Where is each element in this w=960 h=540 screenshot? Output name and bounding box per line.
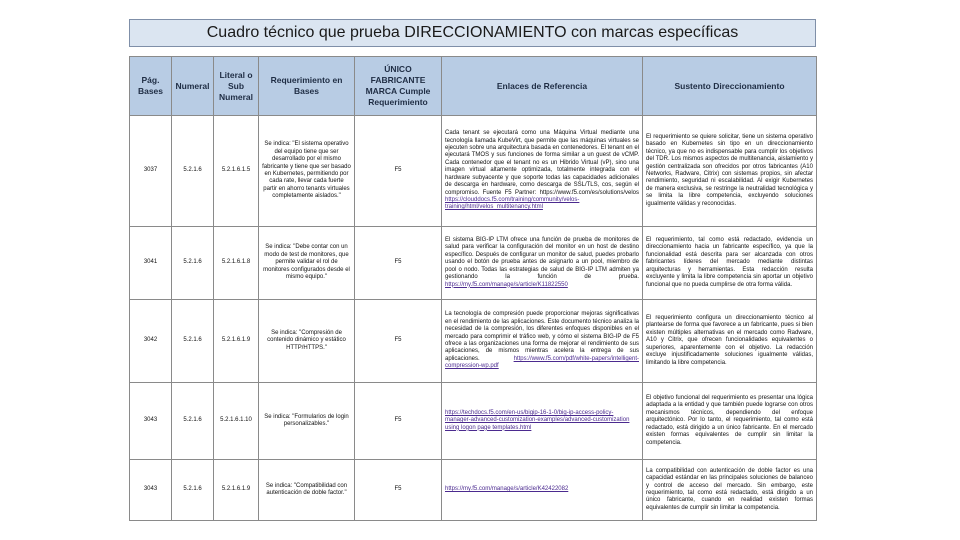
cell-sustento: El requerimiento configura un direccionamiento técnico al plantearse de forma que favorece a un fabricante, pues si bien existen múltiples alternativas en el mercado como Radware, A10 y Citrix, que ofrecen funcionalidades equivalentes o superiores, aparentemente con el objetivo. La redacción excluye injustificadamente soluciones igualmente válidas, limitando la libre competencia. bbox=[643, 300, 817, 383]
cell-enlaces bbox=[442, 227, 643, 300]
cell-requerimiento: Se indica: "Compatibilidad con autenticación de doble factor." bbox=[259, 460, 355, 521]
cell-sustento: La compatibilidad con autenticación de doble factor es una capacidad estándar en las principales soluciones de balanceo y control de acceso del mercado. Sin embargo, este requerimiento, tal como está redactado, está dirigido a un único fabricante, cuando en realidad existen formas equivalentes de cumplir sin limitar la competencia. bbox=[643, 460, 817, 521]
header-requerimiento: Requerimiento en Bases bbox=[259, 57, 355, 116]
reference-link[interactable]: https://techdocs.f5.com/en-us/bigip-16-1-0/big-ip-access-policy-manager-advanced-customization-examples/advanced-customization using logon page templates.html bbox=[445, 409, 630, 431]
table-row bbox=[130, 300, 817, 383]
cell-literal: 5.2.1.6.1.9 bbox=[214, 300, 259, 383]
cell-literal: 5.2.1.6.1.8 bbox=[214, 227, 259, 300]
cell-fabricante: F5 bbox=[355, 227, 442, 300]
cell-numeral: 5.2.1.6 bbox=[172, 383, 214, 460]
cell-literal: 5.2.1.6.1.10 bbox=[214, 383, 259, 460]
cell-fabricante: F5 bbox=[355, 116, 442, 227]
cell-pag: 3043 bbox=[130, 460, 172, 521]
header-pag: Pág. Bases bbox=[130, 57, 172, 116]
cell-pag: 3037 bbox=[130, 116, 172, 227]
technical-table bbox=[129, 56, 817, 521]
table-row bbox=[130, 227, 817, 300]
cell-sustento: El objetivo funcional del requerimiento es presentar una lógica adaptada a la entidad y que también puede lograrse con otros mecanismos técnicos, dependiendo del enfoque arquitectónico. Por lo tanto, el requerimiento, tal como está redactado, está dirigido a un único fabricante. En el mercado existen formas equivalentes de cumplir sin limitar la competencia. bbox=[643, 383, 817, 460]
cell-literal: 5.2.1.6.1.5 bbox=[214, 116, 259, 227]
header-sustento: Sustento Direccionamiento bbox=[643, 57, 817, 116]
enlaces-text: Cada tenant se ejecutará como una Máquina Virtual mediante una tecnología llamada KubeVirt, que permite que las máquinas virtuales se ejecuten sobre una arquitectura basada en contenedores. El tenant en el ejecutará TMOS y sus funciones de forma similar a un guest de vCMP. Cada contenedor que el tenant no es un Hibrido Virtual (vP), sino una imagen virtual altamente optimizada, totalmente integrada con el hardware subyacente y que soporte todas las capacidades adicionales de descarga en hardware, como descarga de SSL/TLS, cos, según el compromiso. Fuente F5 Partner: https://www.f5.com/es/solutions/velos bbox=[445, 130, 639, 196]
cell-fabricante: F5 bbox=[355, 300, 442, 383]
cell-sustento: El requerimiento se quiere solicitar, tiene un sistema operativo basado en Kubernetes sin tipo en un direccionamiento técnico, ya que no es indispensable para cumplir los objetivos del TDR. Los mismos aspectos de multitenancia, aislamiento y gestión centralizada son ofrecidos por otros fabricantes (A10 Networks, Radware, Citrix) con sistemas propios, sin afectar rendimiento, seguridad ni escalabilidad. Al exigir Kubernetes de manera exclusiva, se restringe la neutralidad tecnológica y se limita la libre competencia, excluyendo soluciones igualmente válidas y reconocidas. bbox=[643, 116, 817, 227]
table-row bbox=[130, 383, 817, 460]
cell-numeral: 5.2.1.6 bbox=[172, 460, 214, 521]
table-row bbox=[130, 116, 817, 227]
cell-sustento: El requerimiento, tal como está redactado, evidencia un direccionamiento hacia un fabricante específico, ya que la funcionalidad está descrita para ser alcanzada con otros fabricantes líderes del mercado mediante distintas arquitecturas y herramientas. Esta redacción resulta excluyente y limita la libre competencia sin aportar un objetivo funcional que no pueda cumplirse de otra forma válida. bbox=[643, 227, 817, 300]
cell-literal: 5.2.1.6.1.9 bbox=[214, 460, 259, 521]
reference-link[interactable]: https://www.f5.com/pdf/white-papers/intelligent-compression-wp.pdf bbox=[445, 355, 639, 370]
enlaces-text: La tecnología de compresión puede proporcionar mejoras significativas en el rendimiento de las aplicaciones. Este documento técnico analiza la necesidad de la compresión, los diferentes enfoques disponibles en el mercado para comprimir el tráfico web, y cómo el sistema BIG-IP de F5 ofrece a las organizaciones una forma de mejorar el rendimiento de sus aplicaciones, de mismos mientras acelera la entrega de sus aplicaciones. bbox=[445, 311, 639, 362]
reference-link[interactable]: https://clouddocs.f5.com/training/community/velos-training/html/velos_multitenancy.html bbox=[445, 196, 580, 211]
cell-requerimiento: Se indica: "Debe contar con un modo de test de monitores, que permite validar el rol de monitores configurados desde el mismo equipo." bbox=[259, 227, 355, 300]
table-row bbox=[130, 460, 817, 521]
header-fabricante: ÚNICO FABRICANTE MARCA Cumple Requerimiento bbox=[355, 57, 442, 116]
page-title: Cuadro técnico que prueba DIRECCIONAMIENTO con marcas específicas bbox=[129, 19, 816, 47]
cell-enlaces bbox=[442, 460, 643, 521]
cell-requerimiento: Se indica: "Compresión de contenido dinámico y estático HTTP/HTTPS." bbox=[259, 300, 355, 383]
cell-pag: 3041 bbox=[130, 227, 172, 300]
cell-pag: 3042 bbox=[130, 300, 172, 383]
enlaces-text: El sistema BIG-IP LTM ofrece una función de prueba de monitores de salud para verificar la configuración del monitor en un host de destino específico. Después de configurar un monitor de salud, puedes probarlo usando el botón de prueba antes de asignarlo a un pool, miembro de pool o nodo. Todas las estrategias de salud de BIG-IP LTM admiten ya gestionando la función de prueba. bbox=[445, 237, 639, 281]
cell-numeral: 5.2.1.6 bbox=[172, 300, 214, 383]
table-header-row bbox=[130, 57, 817, 116]
header-enlaces: Enlaces de Referencia bbox=[442, 57, 643, 116]
cell-numeral: 5.2.1.6 bbox=[172, 116, 214, 227]
cell-enlaces bbox=[442, 383, 643, 460]
header-numeral: Numeral bbox=[172, 57, 214, 116]
header-literal: Literal o Sub Numeral bbox=[214, 57, 259, 116]
reference-link[interactable]: https://my.f5.com/manage/s/article/K11822550 bbox=[445, 281, 568, 288]
cell-enlaces bbox=[442, 116, 643, 227]
cell-requerimiento: Se indica: "El sistema operativo del equipo tiene que ser desarrollado por el mismo fabricante y tiene que ser basado en Kubernetes, permitiendo por cada rate, llevar cada fuerte partir en ahorro tenants virtuales completamente aislados." bbox=[259, 116, 355, 227]
cell-fabricante: F5 bbox=[355, 460, 442, 521]
cell-numeral: 5.2.1.6 bbox=[172, 227, 214, 300]
cell-fabricante: F5 bbox=[355, 383, 442, 460]
reference-link[interactable]: https://my.f5.com/manage/s/article/K42422082 bbox=[445, 486, 569, 493]
cell-pag: 3043 bbox=[130, 383, 172, 460]
cell-requerimiento: Se indica: "Formularios de login personalizables." bbox=[259, 383, 355, 460]
cell-enlaces bbox=[442, 300, 643, 383]
